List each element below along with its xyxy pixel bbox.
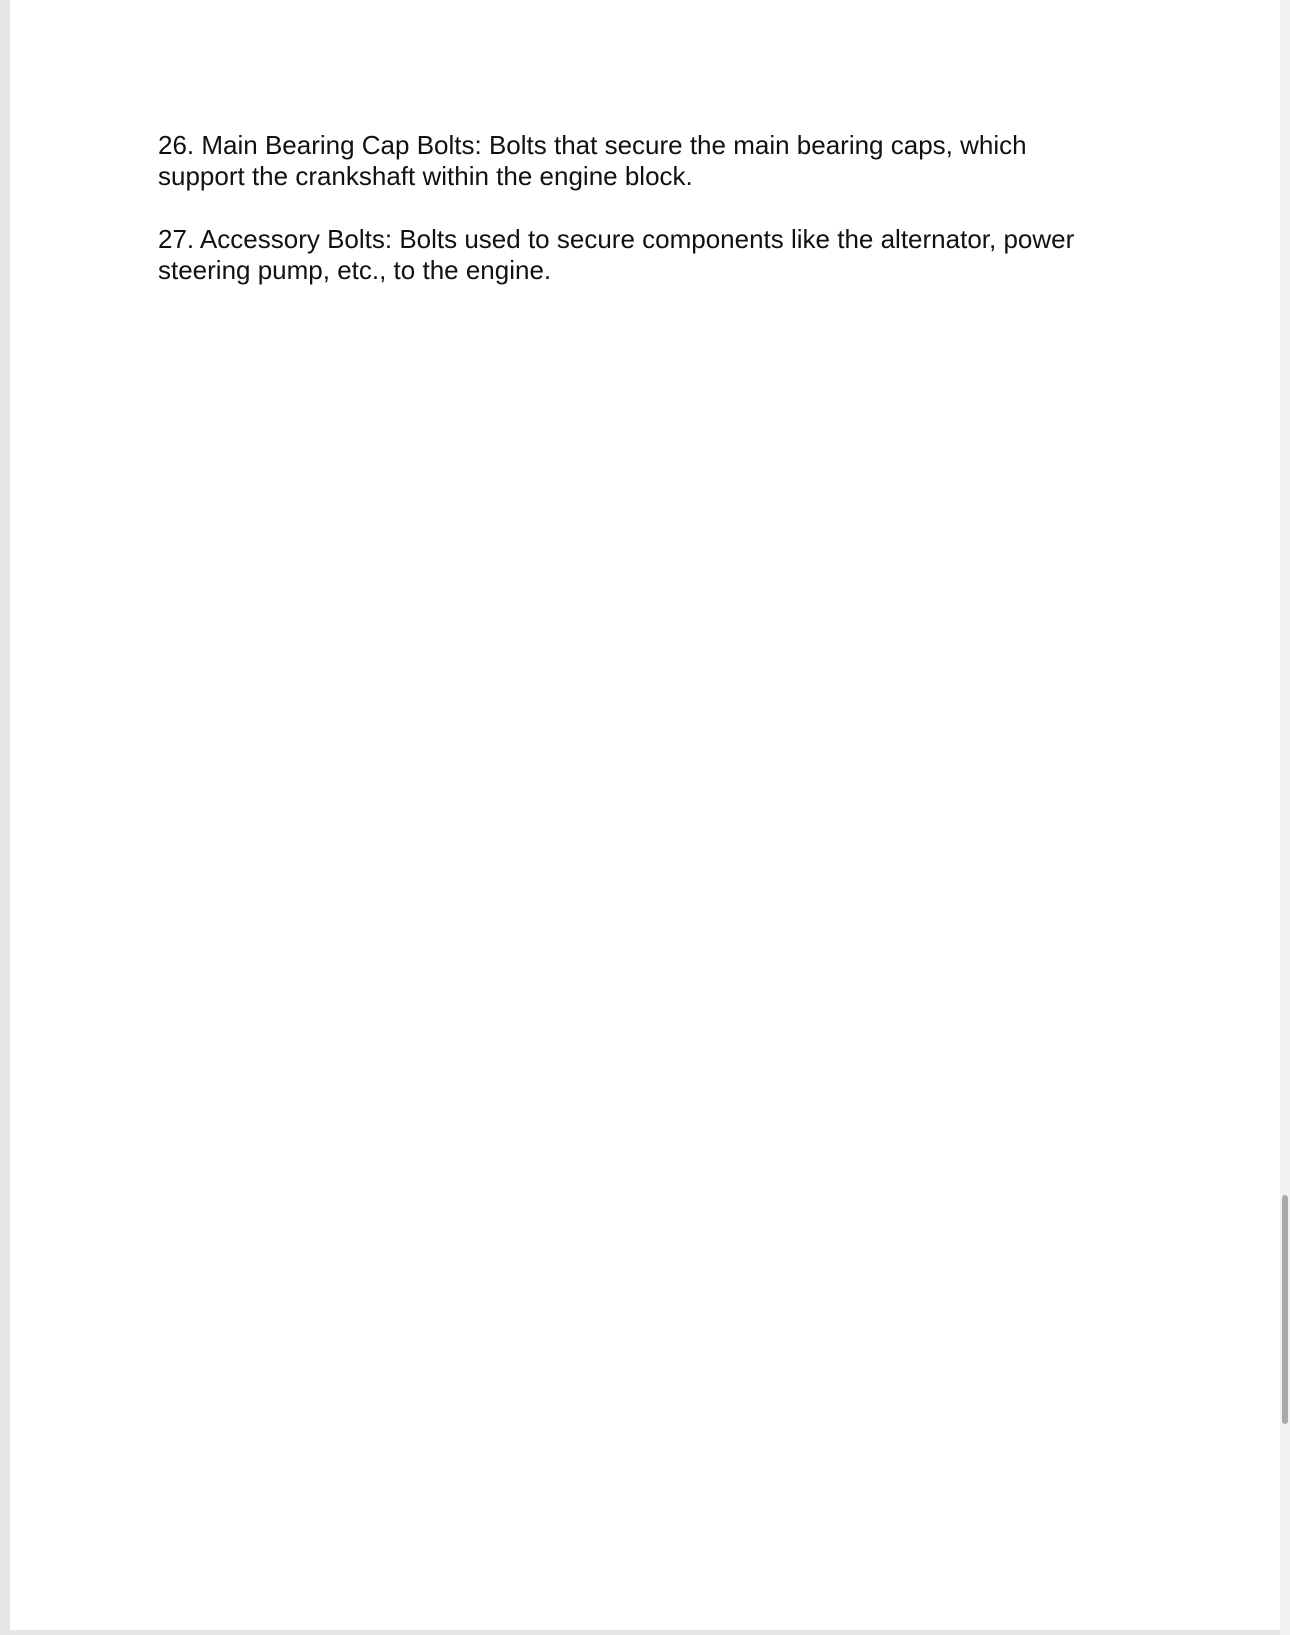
list-item-27 — [158, 224, 1158, 286]
list-item-26-line-1: 26. Main Bearing Cap Bolts: Bolts that secure the main bearing caps, which — [158, 130, 1027, 160]
list-item-26-line-2: support the crankshaft within the engine block. — [158, 161, 693, 191]
list-item-27-line-2: steering pump, etc., to the engine. — [158, 255, 552, 285]
document-page — [10, 0, 1280, 1630]
vertical-scrollbar[interactable] — [1280, 0, 1290, 1635]
scrollbar-thumb[interactable] — [1282, 1195, 1288, 1424]
list-item-26 — [158, 130, 1158, 192]
page-content — [158, 130, 1158, 318]
list-item-27-line-1: 27. Accessory Bolts: Bolts used to secure components like the alternator, power — [158, 224, 1075, 254]
